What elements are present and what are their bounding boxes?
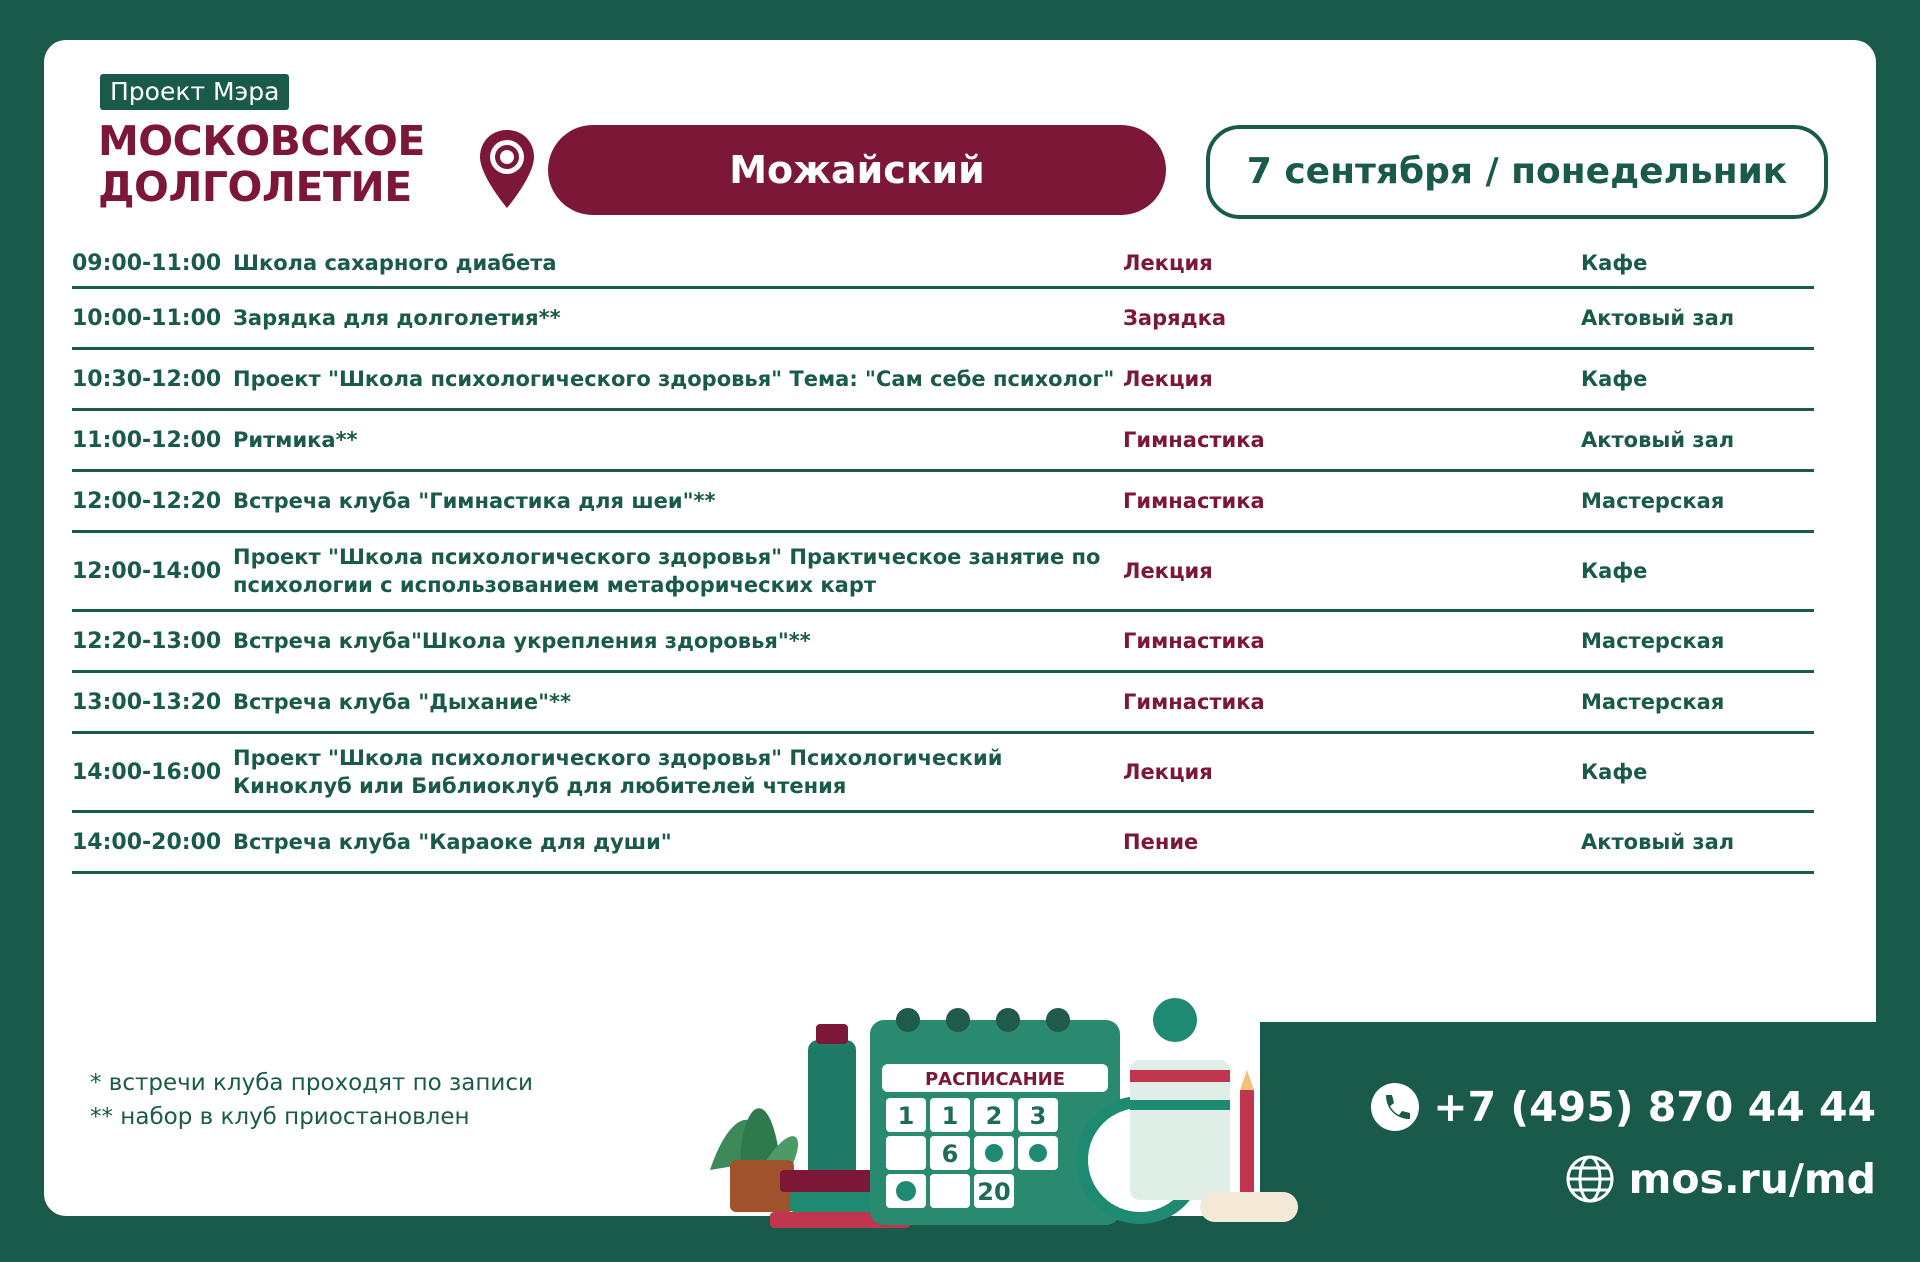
schedule-place: Мастерская — [1581, 690, 1725, 714]
schedule-row — [72, 289, 1814, 350]
date-box: 7 сентября / понедельник — [1206, 125, 1828, 219]
logo-line-2: ДОЛГОЛЕТИЕ — [98, 163, 412, 211]
calendar-cell-4: 3 — [1029, 1102, 1047, 1130]
schedule-row — [72, 734, 1814, 813]
schedule-title: Ритмика** — [233, 428, 358, 452]
schedule-time: 13:00-13:20 — [72, 689, 222, 715]
schedule-type: Гимнастика — [1123, 489, 1265, 513]
phone-icon — [1371, 1083, 1419, 1131]
schedule-type: Гимнастика — [1123, 428, 1265, 452]
phone-line — [1371, 1078, 1876, 1136]
schedule-time: 11:00-12:00 — [72, 427, 222, 453]
schedule-place: Актовый зал — [1581, 830, 1735, 854]
calendar-cell-6: 20 — [977, 1178, 1011, 1206]
schedule-title: Проект "Школа психологического здоровья" Тема: "Сам себе психолог" — [233, 367, 1115, 391]
schedule-time: 12:00-12:20 — [72, 488, 222, 514]
logo-line-1: МОСКОВСКОЕ — [98, 117, 425, 165]
schedule-time: 09:00-11:00 — [72, 250, 222, 276]
phone-number: +7 (495) 870 44 44 — [1433, 1083, 1876, 1131]
schedule-place: Мастерская — [1581, 629, 1725, 653]
schedule-time: 10:30-12:00 — [72, 366, 222, 392]
note-registration: * встречи клуба проходят по записи — [90, 1070, 533, 1096]
schedule-row — [72, 350, 1814, 411]
schedule-place: Кафе — [1581, 559, 1648, 583]
schedule-row — [72, 240, 1814, 289]
site-line — [1371, 1150, 1876, 1208]
schedule-place: Кафе — [1581, 251, 1648, 275]
site-url: mos.ru/md — [1628, 1155, 1876, 1203]
location-pin-icon — [478, 128, 536, 210]
schedule-title: Встреча клуба "Дыхание"** — [233, 690, 571, 714]
schedule-type: Гимнастика — [1123, 690, 1265, 714]
schedule-place: Актовый зал — [1581, 306, 1735, 330]
schedule-time: 12:20-13:00 — [72, 628, 222, 654]
calendar-cell-1: 1 — [897, 1102, 915, 1130]
schedule-time: 14:00-16:00 — [72, 759, 222, 785]
schedule-type: Лекция — [1123, 367, 1213, 391]
schedule-table — [72, 240, 1814, 874]
schedule-time: 10:00-11:00 — [72, 305, 222, 331]
schedule-title: Встреча клуба "Караоке для души" — [233, 830, 672, 854]
schedule-time: 12:00-14:00 — [72, 558, 222, 584]
schedule-title: Проект "Школа психологического здоровья" Психологический Киноклуб или Библиоклуб для любителей чтения — [233, 746, 1003, 798]
schedule-type: Пение — [1123, 830, 1199, 854]
schedule-title: Встреча клуба"Школа укрепления здоровья"** — [233, 629, 811, 653]
calendar-label: РАСПИСАНИЕ — [924, 1069, 1066, 1090]
moscow-longevity-logo — [98, 117, 425, 211]
mayor-project-badge: Проект Мэра — [100, 74, 289, 110]
contacts — [1371, 1078, 1876, 1208]
schedule-illustration — [700, 960, 1300, 1230]
schedule-type: Лекция — [1123, 251, 1213, 275]
schedule-row — [72, 411, 1814, 472]
schedule-place: Актовый зал — [1581, 428, 1735, 452]
schedule-place: Мастерская — [1581, 489, 1725, 513]
schedule-row — [72, 533, 1814, 612]
schedule-row — [72, 673, 1814, 734]
schedule-title: Проект "Школа психологического здоровья" Практическое занятие по психологии с использованием метафорических карт — [233, 545, 1101, 597]
calendar-cell-5: 6 — [941, 1140, 959, 1168]
schedule-type: Лекция — [1123, 559, 1213, 583]
schedule-title: Зарядка для долголетия** — [233, 306, 561, 330]
schedule-time: 14:00-20:00 — [72, 829, 222, 855]
schedule-type: Гимнастика — [1123, 629, 1265, 653]
globe-icon — [1565, 1154, 1615, 1204]
schedule-type: Лекция — [1123, 760, 1213, 784]
district-banner: Можайский — [548, 125, 1166, 215]
schedule-row — [72, 472, 1814, 533]
calendar-cell-2: 1 — [941, 1102, 959, 1130]
schedule-row — [72, 813, 1814, 874]
schedule-place: Кафе — [1581, 367, 1648, 391]
schedule-title: Встреча клуба "Гимнастика для шеи"** — [233, 489, 716, 513]
calendar-cell-3: 2 — [985, 1102, 1003, 1130]
note-suspended: ** набор в клуб приостановлен — [90, 1104, 470, 1130]
schedule-row — [72, 612, 1814, 673]
schedule-title: Школа сахарного диабета — [233, 251, 557, 275]
schedule-place: Кафе — [1581, 760, 1648, 784]
schedule-type: Зарядка — [1123, 306, 1226, 330]
